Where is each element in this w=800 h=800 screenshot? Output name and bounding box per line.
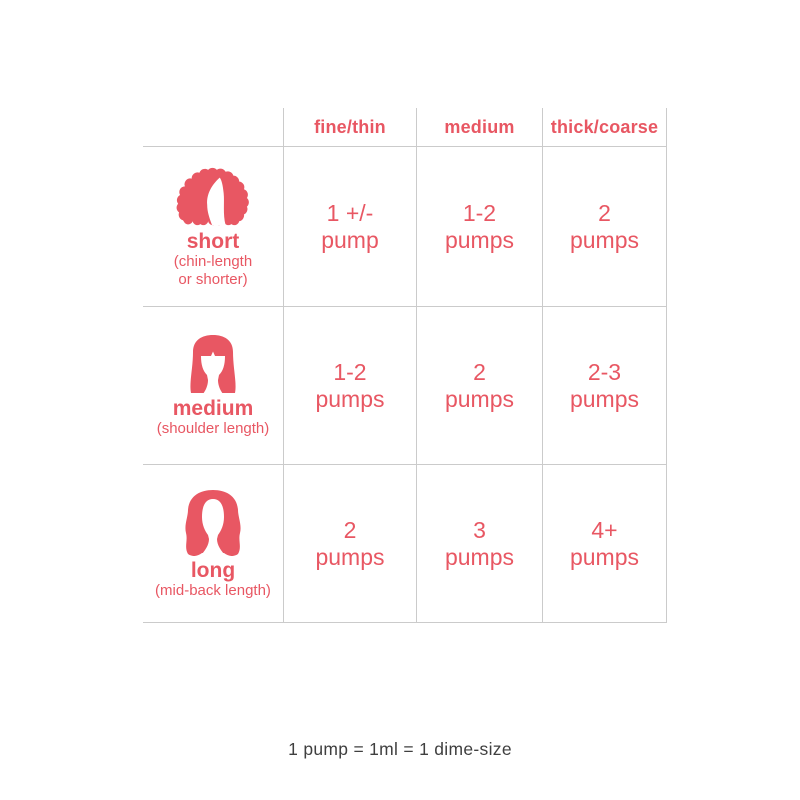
- row-name: short: [186, 229, 240, 253]
- col-header-thick-coarse: thick/coarse: [542, 108, 667, 147]
- row-label-short: [143, 147, 283, 307]
- value-line: 2: [343, 516, 357, 543]
- value-line: 1-2: [462, 199, 497, 226]
- value-line: 4+: [591, 516, 618, 543]
- row-name: medium: [172, 396, 254, 420]
- cell-medium-medium: [416, 307, 542, 465]
- footer-note: 1 pump = 1ml = 1 dime-size: [288, 739, 512, 759]
- header-spacer-cell: [143, 108, 283, 147]
- cell-short-thick-coarse: [542, 147, 667, 307]
- col-header-fine-thin: fine/thin: [283, 108, 416, 147]
- row-detail-line: or shorter): [178, 270, 248, 288]
- medium-length-hair-icon: [188, 334, 238, 394]
- short-curly-hair-icon: [175, 165, 251, 227]
- col-header-medium: medium: [416, 108, 542, 147]
- value-line: 2: [473, 358, 486, 385]
- value-line: pumps: [569, 226, 640, 253]
- value-line: pumps: [569, 543, 640, 570]
- pump-dosage-table: [143, 108, 667, 623]
- row-label-long: [143, 465, 283, 623]
- value-line: pumps: [444, 543, 515, 570]
- value-line: 2: [598, 199, 611, 226]
- cell-long-medium: [416, 465, 542, 623]
- row-label-medium: [143, 307, 283, 465]
- value-line: pumps: [444, 385, 515, 412]
- value-line: 1 +/-: [326, 199, 374, 226]
- cell-medium-fine-thin: [283, 307, 416, 465]
- value-line: pump: [321, 226, 379, 253]
- cell-short-fine-thin: [283, 147, 416, 307]
- value-line: pumps: [569, 385, 640, 412]
- value-line: pumps: [315, 385, 385, 412]
- row-detail-line: (chin-length: [173, 252, 253, 270]
- cell-medium-thick-coarse: [542, 307, 667, 465]
- value-line: pumps: [315, 543, 385, 570]
- row-detail-line: (mid-back length): [155, 581, 271, 599]
- cell-long-fine-thin: [283, 465, 416, 623]
- row-name: long: [190, 558, 236, 582]
- cell-long-thick-coarse: [542, 465, 667, 623]
- value-line: 1-2: [333, 358, 367, 385]
- value-line: 3: [473, 516, 486, 543]
- row-detail-line: (shoulder length): [156, 419, 270, 437]
- long-hair-icon: [180, 488, 246, 556]
- value-line: pumps: [444, 226, 515, 253]
- cell-short-medium: [416, 147, 542, 307]
- value-line: 2-3: [587, 358, 622, 385]
